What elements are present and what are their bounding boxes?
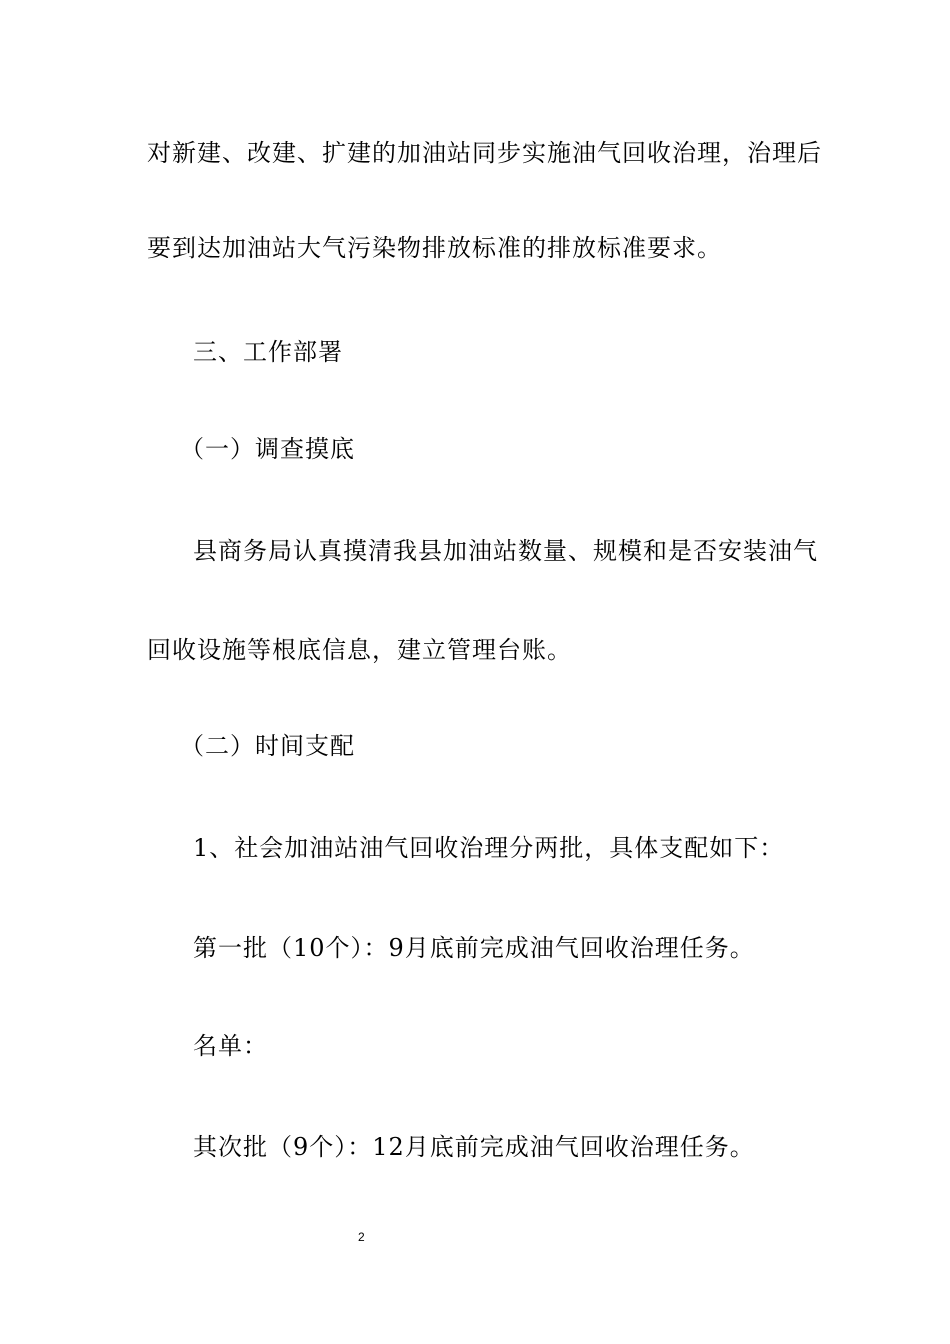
subsection-heading-1: （一）调查摸底: [180, 435, 355, 463]
batch-one-line: 第一批（10个）：9月底前完成油气回收治理任务。: [193, 934, 755, 962]
page-number: 2: [358, 1230, 365, 1244]
paragraph-line-3: 县商务局认真摸清我县加油站数量、规模和是否安装油气: [193, 537, 818, 565]
paragraph-line-4: 回收设施等根底信息，建立管理台账。: [147, 636, 572, 664]
list-label: 名单：: [193, 1032, 268, 1060]
section-heading: 三、工作部署: [193, 338, 343, 366]
paragraph-line-1: 对新建、改建、扩建的加油站同步实施油气回收治理，治理后: [147, 139, 822, 167]
paragraph-line-2: 要到达加油站大气污染物排放标准的排放标准要求。: [147, 234, 722, 262]
list-item-1: 1、社会加油站油气回收治理分两批，具体支配如下：: [193, 834, 785, 862]
subsection-heading-2: （二）时间支配: [180, 732, 355, 760]
batch-two-line: 其次批（9个）：12月底前完成油气回收治理任务。: [193, 1133, 755, 1161]
